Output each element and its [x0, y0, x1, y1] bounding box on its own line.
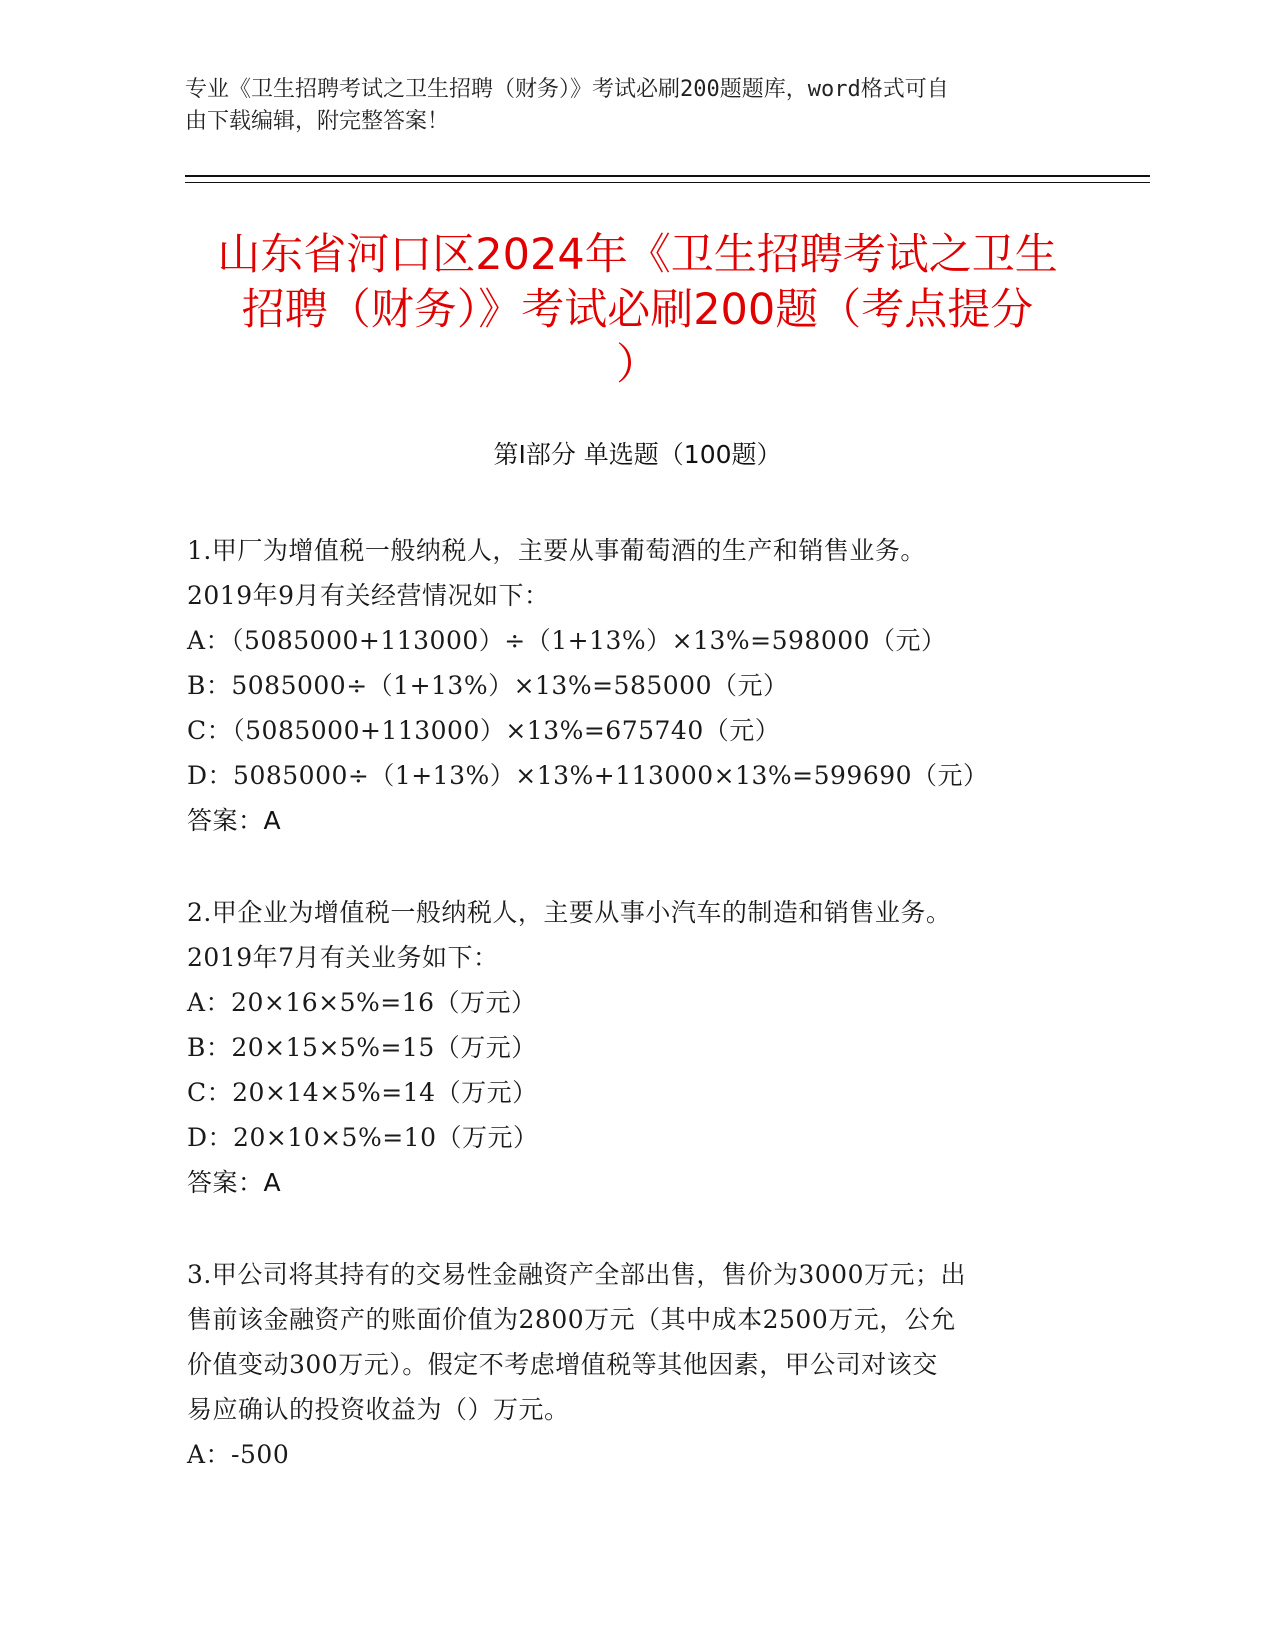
section-heading: 第I部分 单选题（100题） — [493, 440, 782, 469]
answer-line: 答案：A — [187, 1168, 282, 1197]
option-a: A：-500 — [187, 1440, 290, 1469]
document-title — [185, 228, 1090, 393]
question-1 — [187, 528, 1087, 843]
option-c: C：（5085000+113000）×13%=675740（元） — [187, 716, 781, 745]
question-stem-line: 易应确认的投资收益为（）万元。 — [187, 1395, 570, 1424]
answer-line: 答案：A — [187, 806, 282, 835]
question-stem-line: 价值变动300万元）。假定不考虑增值税等其他因素，甲公司对该交 — [187, 1350, 938, 1379]
option-d: D：20×10×5%=10（万元） — [187, 1123, 539, 1152]
title-line-3: ） — [616, 340, 659, 390]
option-d: D：5085000÷（1+13%）×13%+113000×13%=599690（元） — [187, 761, 989, 790]
header-note — [185, 74, 1090, 138]
question-stem-line: 3.甲公司将其持有的交易性金融资产全部出售，售价为3000万元；出 — [187, 1260, 966, 1289]
option-a: A：（5085000+113000）÷（1+13%）×13%=598000（元） — [187, 626, 947, 655]
header-rule-thick — [185, 175, 1150, 177]
title-line-2: 招聘（财务）》考试必刷200题（考点提分 — [241, 285, 1034, 335]
question-3 — [187, 1252, 1087, 1477]
question-stem-line: 2019年9月有关经营情况如下： — [187, 581, 550, 610]
question-stem-line: 售前该金融资产的账面价值为2800万元（其中成本2500万元，公允 — [187, 1305, 956, 1334]
title-line-1: 山东省河口区2024年《卫生招聘考试之卫生 — [217, 230, 1058, 280]
question-stem-line: 2019年7月有关业务如下： — [187, 943, 499, 972]
option-a: A：20×16×5%=16（万元） — [187, 988, 537, 1017]
header-note-line-1: 专业《卫生招聘考试之卫生招聘（财务）》考试必刷200题题库，word格式可自 — [185, 77, 949, 102]
question-2 — [187, 890, 1087, 1205]
question-stem-line: 2.甲企业为增值税一般纳税人，主要从事小汽车的制造和销售业务。 — [187, 898, 952, 927]
question-stem-line: 1.甲厂为增值税一般纳税人，主要从事葡萄酒的生产和销售业务。 — [187, 536, 926, 565]
option-b: B：5085000÷（1+13%）×13%=585000（元） — [187, 671, 789, 700]
header-rule-thin — [185, 182, 1150, 183]
option-b: B：20×15×5%=15（万元） — [187, 1033, 537, 1062]
header-note-line-2: 由下载编辑，附完整答案！ — [185, 109, 450, 134]
option-c: C：20×14×5%=14（万元） — [187, 1078, 538, 1107]
